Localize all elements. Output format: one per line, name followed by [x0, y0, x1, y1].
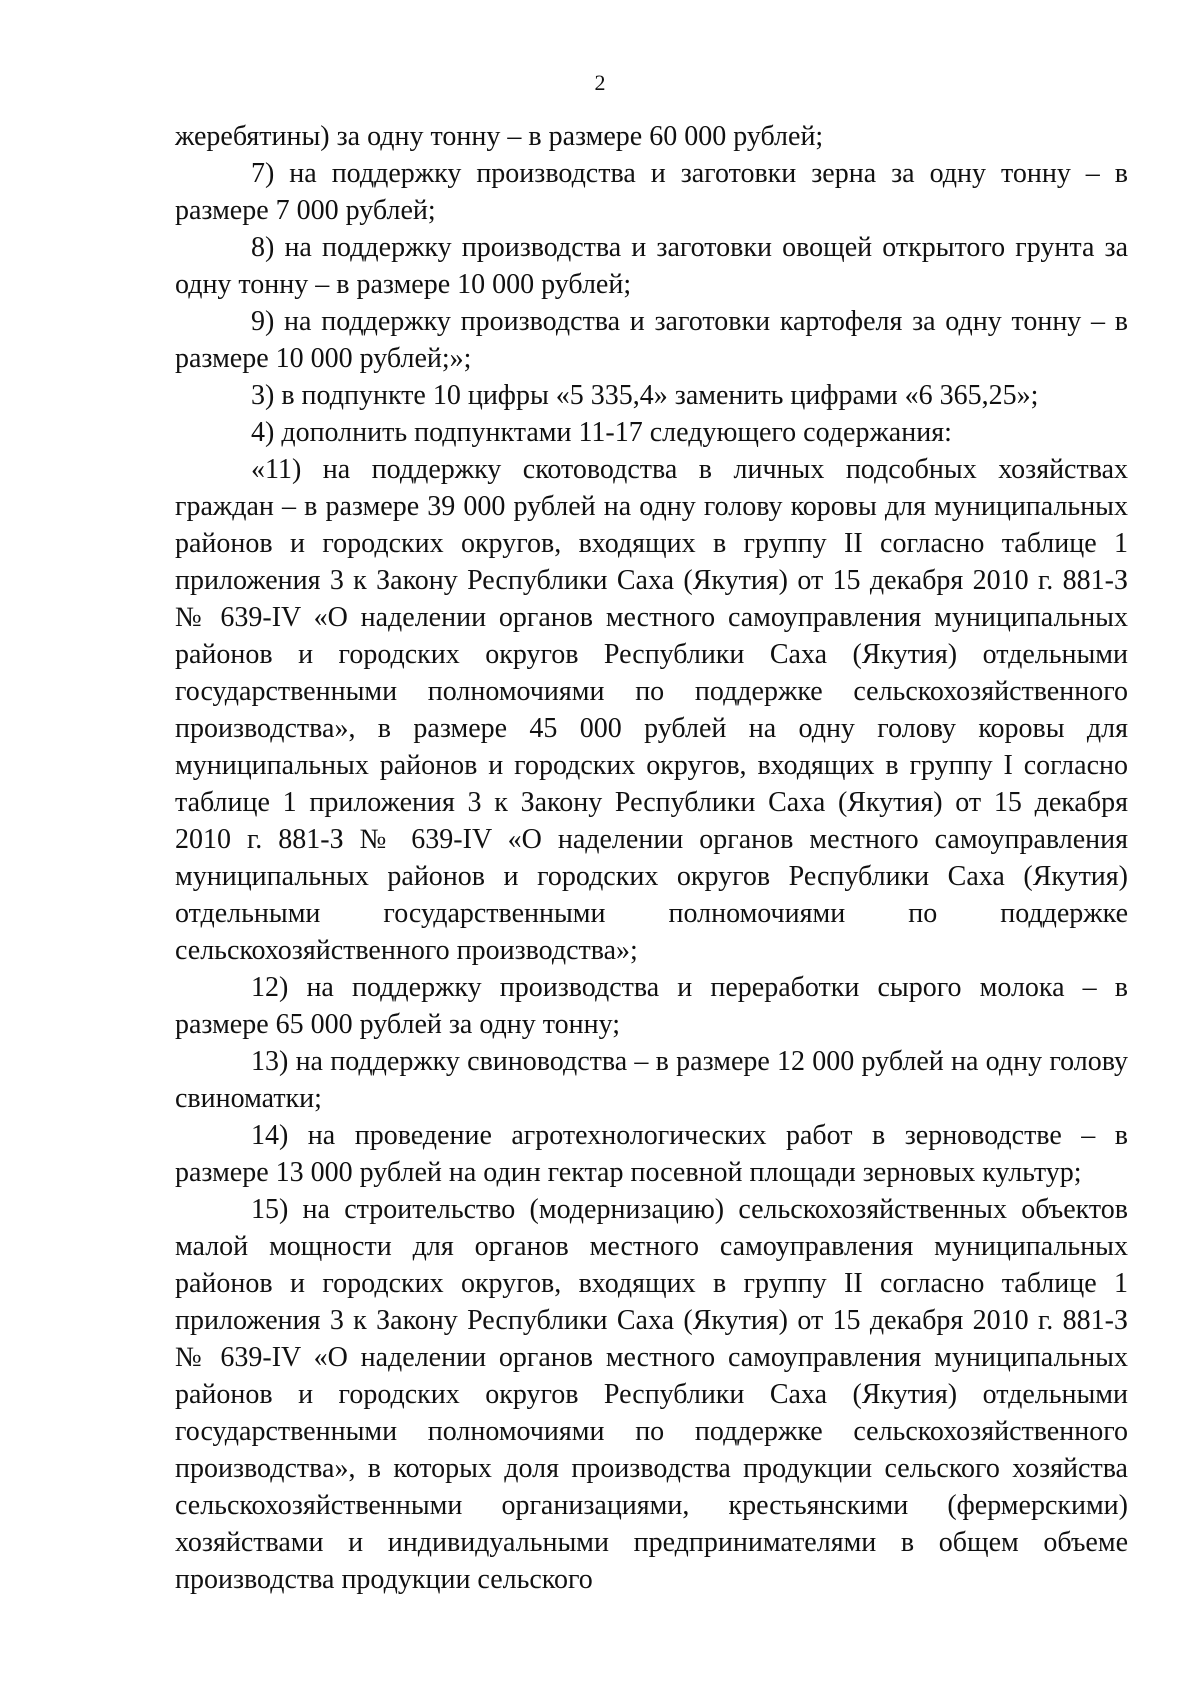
paragraph-amendment-4: 4) дополнить подпунктами 11-17 следующего содержания:: [251, 417, 952, 448]
paragraph-amendment-3: 3) в подпункте 10 цифры «5 335,4» заменить цифрами «6 365,25»;: [251, 380, 1039, 411]
paragraph-item-8: 8) на поддержку производства и заготовки овощей открытого грунта за одну тонну – в размере 10 000 рублей;: [175, 232, 1128, 300]
paragraph-item-14: 14) на проведение агротехнологических работ в зерноводстве – в размере 13 000 рублей на один гектар посевной площади зерновых культур;: [175, 1120, 1128, 1188]
document-body: [175, 118, 1128, 1598]
paragraph-item-12: 12) на поддержку производства и переработки сырого молока – в размере 65 000 рублей за одну тонну;: [175, 972, 1128, 1040]
paragraph-continuation: жеребятины) за одну тонну – в размере 60 000 рублей;: [175, 121, 824, 152]
paragraph-item-9: 9) на поддержку производства и заготовки картофеля за одну тонну – в размере 10 000 рублей;»;: [175, 306, 1128, 374]
paragraph-item-11: «11) на поддержку скотоводства в личных подсобных хозяйствах граждан – в размере 39 000 рублей на одну голову коровы для муниципальных районов и городских округов, входящих в группу II согласно таблице 1 приложения 3 к Закону Республики Саха (Якутия) от 15 декабря 2010 г. 881-З № 639-IV «О наделении органов местного самоуправления муниципальных районов и городских округов Республики Саха (Якутия) отдельными государственными полномочиями по поддержке сельскохозяйственного производства», в размере 45 000 рублей на одну голову коровы для муниципальных районов и городских округов, входящих в группу I согласно таблице 1 приложения 3 к Закону Республики Саха (Якутия) от 15 декабря 2010 г. 881-З № 639-IV «О наделении органов местного самоуправления муниципальных районов и городских округов Республики Саха (Якутия) отдельными государственными полномочиями по поддержке сельскохозяйственного производства»;: [175, 454, 1128, 966]
page-number: 2: [594, 70, 606, 95]
paragraph-item-15: 15) на строительство (модернизацию) сельскохозяйственных объектов малой мощности для органов местного самоуправления муниципальных районов и городских округов, входящих в группу II согласно таблице 1 приложения 3 к Закону Республики Саха (Якутия) от 15 декабря 2010 г. 881-З № 639-IV «О наделении органов местного самоуправления муниципальных районов и городских округов Республики Саха (Якутия) отдельными государственными полномочиями по поддержке сельскохозяйственного производства», в которых доля производства продукции сельского хозяйства сельскохозяйственными организациями, крестьянскими (фермерскими) хозяйствами и индивидуальными предпринимателями в общем объеме производства продукции сельского: [175, 1194, 1128, 1595]
paragraph-item-7: 7) на поддержку производства и заготовки зерна за одну тонну – в размере 7 000 рублей;: [175, 158, 1128, 226]
paragraph-item-13: 13) на поддержку свиноводства – в размере 12 000 рублей на одну голову свиноматки;: [175, 1046, 1128, 1114]
